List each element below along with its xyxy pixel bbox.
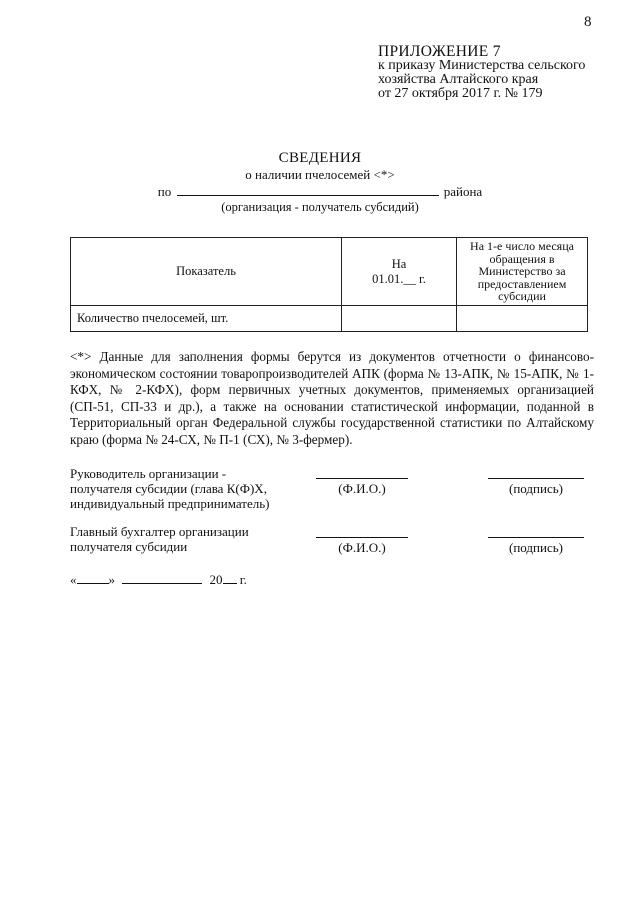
accountant-name-line[interactable] [316, 537, 408, 538]
signature-label-line: Главный бухгалтер организации [70, 524, 249, 539]
month-blank-field[interactable] [122, 572, 202, 584]
accountant-name-caption: (Ф.И.О.) [338, 540, 386, 555]
org-prefix: по [157, 184, 172, 199]
head-sign-line[interactable] [488, 478, 584, 479]
header-month-line: Министерство за [478, 264, 566, 278]
organization-caption: (организация - получатель субсидий) [221, 200, 419, 214]
day-blank-field[interactable] [77, 572, 109, 584]
header-date [342, 238, 457, 306]
year-prefix: 20 [209, 572, 223, 587]
header-date-line: На [391, 256, 407, 271]
year-blank-field[interactable] [223, 572, 237, 584]
head-name-line[interactable] [316, 478, 408, 479]
head-signature-label [70, 466, 270, 511]
accountant-sign-caption: (подпись) [509, 540, 563, 555]
organization-blank-field[interactable] [177, 183, 439, 196]
organization-line [0, 183, 640, 200]
table-header-row [71, 238, 588, 306]
appendix-line: к приказу Министерства сельского [378, 58, 586, 73]
signature-label-line: Руководитель организации - [70, 466, 227, 481]
header-month-line: субсидии [498, 289, 546, 303]
appendix-line: от 27 октября 2017 г. № 179 [378, 86, 543, 101]
signature-label-line: индивидуальный предприниматель) [70, 496, 270, 511]
accountant-signature-label [70, 524, 249, 554]
head-name-caption: (Ф.И.О.) [338, 481, 386, 496]
open-quote: « [70, 572, 77, 587]
header-month-line: предоставлением [477, 276, 567, 291]
head-sign-caption: (подпись) [509, 481, 563, 496]
year-suffix: г. [239, 572, 247, 587]
header-month-line: На 1-е число месяца [470, 239, 574, 253]
page-number: 8 [584, 14, 592, 30]
header-month-line: обращения в [489, 251, 555, 266]
signature-label-line: получателя субсидии [70, 539, 188, 554]
appendix-title: ПРИЛОЖЕНИЕ 7 [378, 43, 501, 60]
document-title: СВЕДЕНИЯ [278, 150, 362, 166]
org-suffix: района [443, 184, 483, 199]
signature-label-line: получателя субсидии (глава К(Ф)Х, [70, 481, 267, 496]
document-subtitle: о наличии пчелосемей <*> [245, 167, 395, 182]
table-row [71, 306, 588, 332]
header-indicator: Показатель [71, 238, 342, 306]
row-date-value-cell[interactable] [342, 306, 457, 332]
header-date-line: 01.01.__ г. [372, 271, 426, 286]
close-quote: » [108, 572, 115, 587]
appendix-line: хозяйства Алтайского края [378, 72, 539, 87]
footnote: <*> Данные для заполнения формы берутся из документов отчетности о финансово-экономическом состоянии товаропроизводителей АПК (форма № 13-АПК, № 15-АПК, № 1-КФХ, № 2-КФХ), форм первичных учетных документов, применяемых организацией (СП-51, СП-33 и др.), а также на основании статистической информации, поданной в Территориальный орган Федеральной службы государственной статистики по Алтайскому краю (форма № 24-СХ, № П-1 (СХ), № 3-фермер). [70, 349, 594, 447]
accountant-sign-line[interactable] [488, 537, 584, 538]
header-month [457, 238, 588, 306]
appendix-block [378, 45, 585, 101]
row-month-value-cell[interactable] [457, 306, 588, 332]
row-indicator: Количество пчелосемей, шт. [71, 306, 342, 332]
indicator-table [70, 237, 588, 332]
date-line [70, 572, 247, 588]
